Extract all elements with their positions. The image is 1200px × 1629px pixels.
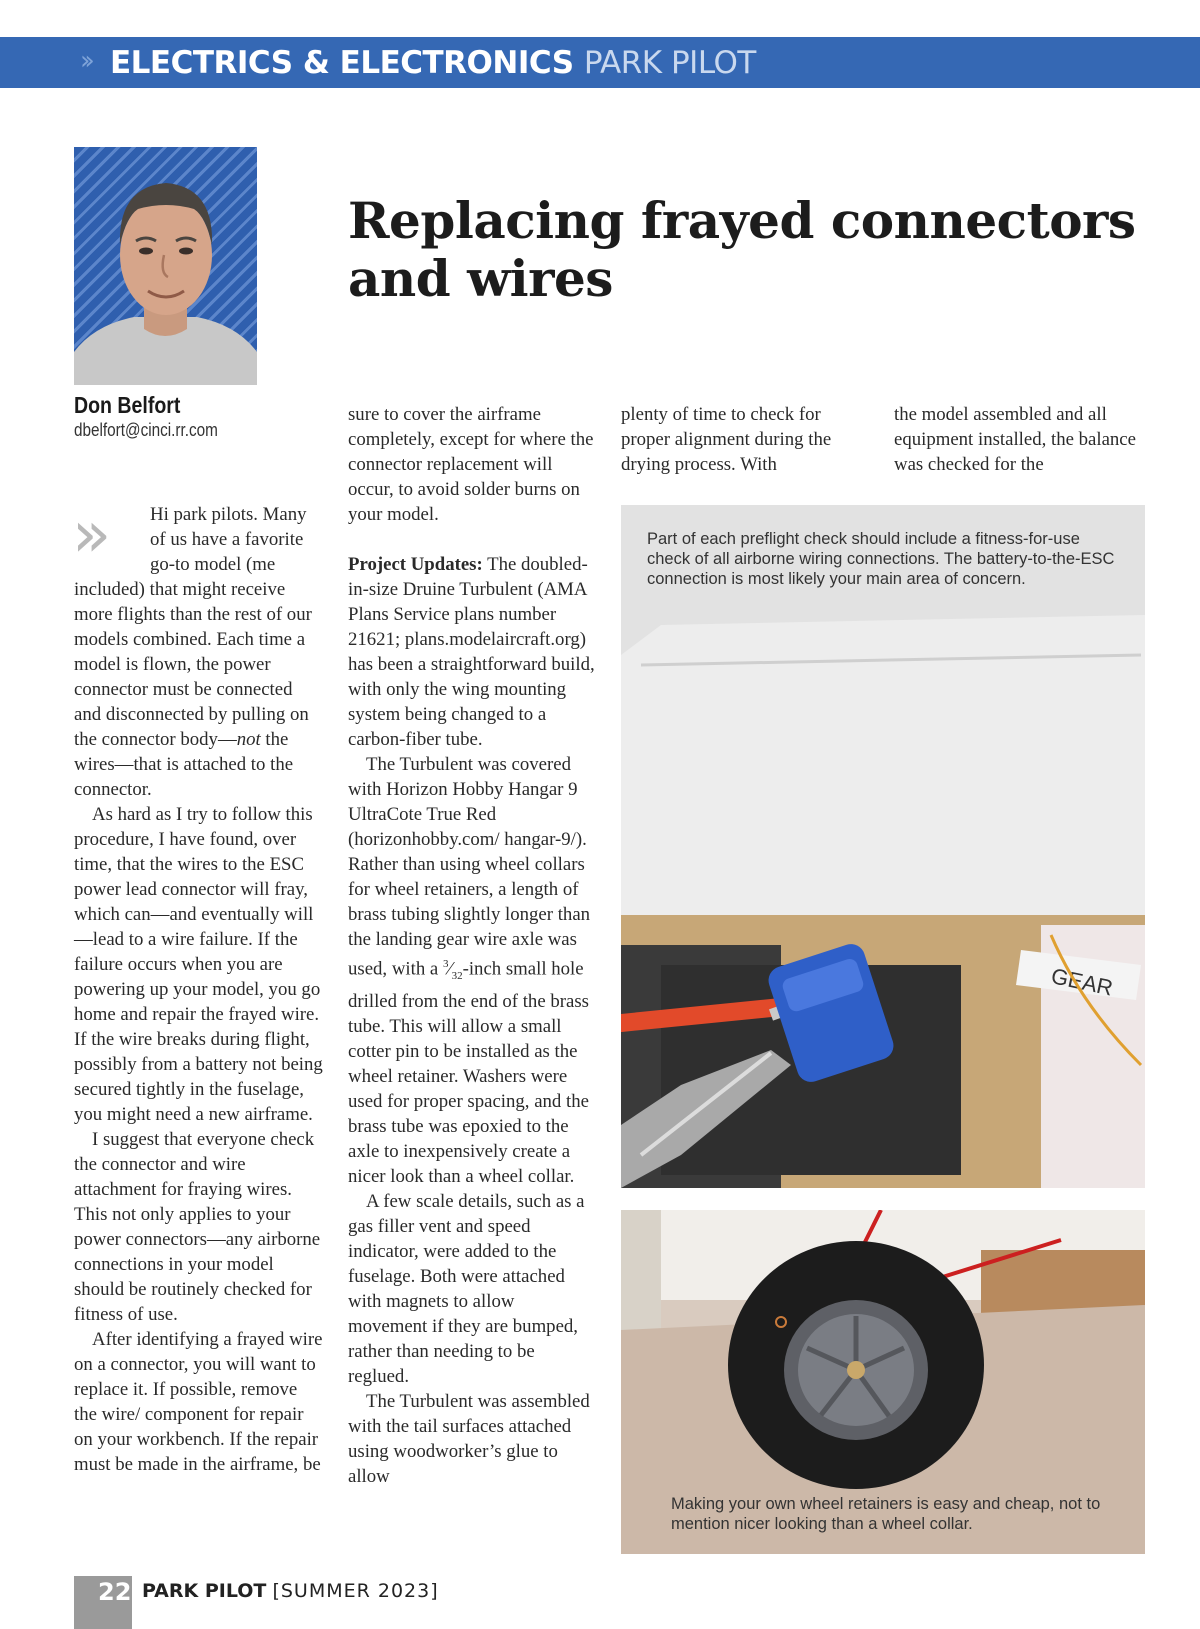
section-name: ELECTRICS & ELECTRONICS bbox=[110, 45, 574, 81]
paragraph: A few scale details, such as a gas filler vent and speed indicator, were added to the fuselage. Both were attached with magnets to allow movement if they are bumped, rather than needing to be reglued. bbox=[348, 1191, 585, 1388]
gear-label: GEAR bbox=[1048, 963, 1116, 1001]
fraction-denominator: 32 bbox=[451, 970, 463, 983]
text-run: the wires—that is attached to the connector. bbox=[74, 729, 294, 800]
publication-name: PARK PILOT bbox=[142, 1580, 267, 1602]
issue-date: [SUMMER 2023] bbox=[272, 1580, 439, 1602]
author-photo bbox=[74, 147, 257, 385]
paragraph: plenty of time to check for proper alignment during the drying process. With bbox=[621, 404, 832, 475]
text-run: The Turbulent was covered with Horizon Hobby Hangar 9 UltraCote True Red (horizonhobby.com/ hangar-9/). Rather than using wheel collars for wheel retainers, a length of brass tubing slightly longer than the landing gear wire axle was used, with a bbox=[348, 754, 591, 980]
text-run: Hi park pilots. Many of us have a favorite go-to model (me included) that might receive more flights than the rest of our models combined. Each time a model is flown, the power connector must be connected and disconnected by pulling on the connector body— bbox=[74, 504, 312, 750]
footer-folio bbox=[142, 1580, 439, 1602]
connector-illustration bbox=[621, 505, 1145, 1188]
paragraph: I suggest that everyone check the connector and wire attachment for fraying wires. This not only applies to your power connectors—any airborne connections in your model should be routinely checked for fitness of use. bbox=[74, 1129, 321, 1325]
paragraph bbox=[348, 552, 598, 752]
text-run: The doubled-in-size Druine Turbulent (AMA Plans Service plans number 21621; plans.modelaircraft.org) has been a straightforward build, with only the wing mounting system being changed to a carbon-fiber tube. bbox=[348, 554, 595, 750]
photo-caption: Part of each preflight check should include a fitness-for-use check of all airborne wiring connections. The battery-to-the-ESC connection is most likely your main area of concern. bbox=[647, 530, 1115, 588]
chevron-right-icon: » bbox=[72, 498, 90, 572]
chevron-right-icon: ›› bbox=[80, 46, 89, 76]
article-column-4 bbox=[894, 402, 1144, 477]
author-email[interactable]: dbelfort@cinci.rr.com bbox=[74, 420, 218, 440]
article-column-1 bbox=[72, 498, 324, 1477]
article-title: Replacing frayed connectors and wires bbox=[348, 191, 1136, 308]
page-number: 22 bbox=[98, 1578, 132, 1606]
fraction-numerator: 3 bbox=[442, 958, 449, 970]
section-title bbox=[110, 45, 756, 81]
emphasis-text: not bbox=[236, 729, 261, 750]
fraction-slash: ⁄ bbox=[448, 958, 452, 980]
paragraph: As hard as I try to follow this procedure, I have found, over time, that the wires to the ESC power lead connector will fray, which can—and eventually will—lead to a wire failure. If the failure occurs when you are powering up your model, you go home and repair the frayed wire. If the wire breaks during flight, possibly from a battery not being secured tightly in the fuselage, you might need a new airframe. bbox=[74, 804, 323, 1125]
section-banner bbox=[0, 37, 1200, 88]
text-run: -inch small hole drilled from the end of the brass tube. This will allow a small cotter pin to be installed as the wheel retainer. Washers were used for proper spacing, and the brass tube was epoxied to the axle to inexpensively create a nicer look than a wheel collar. bbox=[348, 958, 589, 1188]
paragraph-gap bbox=[348, 527, 598, 552]
author-name: Don Belfort bbox=[74, 392, 181, 418]
paragraph: the model assembled and all equipment installed, the balance was checked for the bbox=[894, 404, 1136, 475]
subhead-text: Project Updates: bbox=[348, 554, 483, 575]
photo-caption: Making your own wheel retainers is easy and cheap, not to mention nicer looking than a wheel collar. bbox=[671, 1495, 1101, 1533]
wheel-photo bbox=[621, 1210, 1145, 1554]
connector-photo bbox=[621, 505, 1145, 1188]
paragraph: sure to cover the airframe completely, except for where the connector replacement will occur, to avoid solder burns on your model. bbox=[348, 404, 594, 525]
paragraph: The Turbulent was assembled with the tail surfaces attached using woodworker’s glue to allow bbox=[348, 1391, 590, 1488]
article-column-2 bbox=[348, 402, 598, 1489]
section-subname: PARK PILOT bbox=[583, 45, 756, 81]
article-column-3 bbox=[621, 402, 871, 477]
paragraph bbox=[348, 752, 598, 1189]
author-portrait-illustration bbox=[74, 147, 257, 385]
paragraph: After identifying a frayed wire on a connector, you will want to replace it. If possible, remove the wire/ component for repair on your workbench. If the repair must be made in the airframe, be bbox=[74, 1329, 323, 1475]
